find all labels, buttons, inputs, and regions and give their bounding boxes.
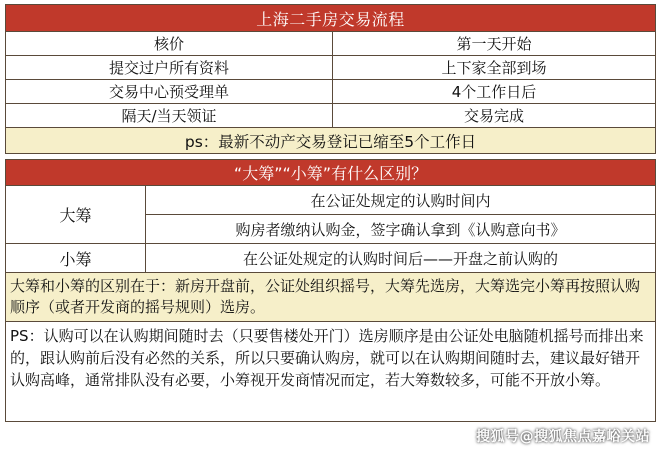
table-row bbox=[6, 104, 656, 128]
difference-note: 大筹和小筹的区别在于：新房开盘前，公证处组织摇号，大筹先选房，大筹选完小筹再按照认购顺序（或者开发商的摇号规则）选房。 bbox=[6, 273, 656, 322]
small-chip-detail: 在公证处规定的认购时间后——开盘之前认购的 bbox=[146, 244, 656, 273]
big-chip-label: 大筹 bbox=[6, 186, 146, 244]
small-chip-label: 小筹 bbox=[6, 244, 146, 273]
table-row bbox=[6, 56, 656, 80]
step-cell: 提交过户所有资料 bbox=[6, 56, 333, 80]
ps-note: PS：认购可以在认购期间随时去（只要售楼处开门）选房顺序是由公证处电脑随机摇号而排出来的，跟认购前后没有必然的关系，所以只要确认购房，就可以在认购期间随时去，建议最好错开认购高峰，通常排队没有必要，小筹视开发商情况而定，若大筹数较多，可能不开放小筹。 bbox=[6, 322, 656, 422]
table-row bbox=[6, 244, 656, 273]
watermark: 搜狐号@搜狐焦点嘉峪关站 bbox=[476, 429, 650, 445]
table1-title: 上海二手房交易流程 bbox=[6, 5, 656, 32]
detail-cell: 交易完成 bbox=[333, 104, 656, 128]
table-row bbox=[6, 32, 656, 56]
step-cell: 交易中心预受理单 bbox=[6, 80, 333, 104]
big-small-chip-table bbox=[5, 159, 656, 422]
step-cell: 隔天/当天领证 bbox=[6, 104, 333, 128]
big-chip-detail: 在公证处规定的认购时间内 bbox=[146, 186, 656, 215]
detail-cell: 4个工作日后 bbox=[333, 80, 656, 104]
content-wrapper bbox=[5, 4, 655, 422]
table1-note: ps：最新不动产交易登记已缩至5个工作日 bbox=[6, 128, 656, 154]
big-chip-detail: 购房者缴纳认购金，签字确认拿到《认购意向书》 bbox=[146, 215, 656, 244]
detail-cell: 上下家全部到场 bbox=[333, 56, 656, 80]
table-row bbox=[6, 80, 656, 104]
table2-title: “大筹”“小筹”有什么区别？ bbox=[6, 160, 656, 186]
transaction-process-table bbox=[5, 4, 656, 154]
detail-cell: 第一天开始 bbox=[333, 32, 656, 56]
step-cell: 核价 bbox=[6, 32, 333, 56]
table-row bbox=[6, 186, 656, 215]
